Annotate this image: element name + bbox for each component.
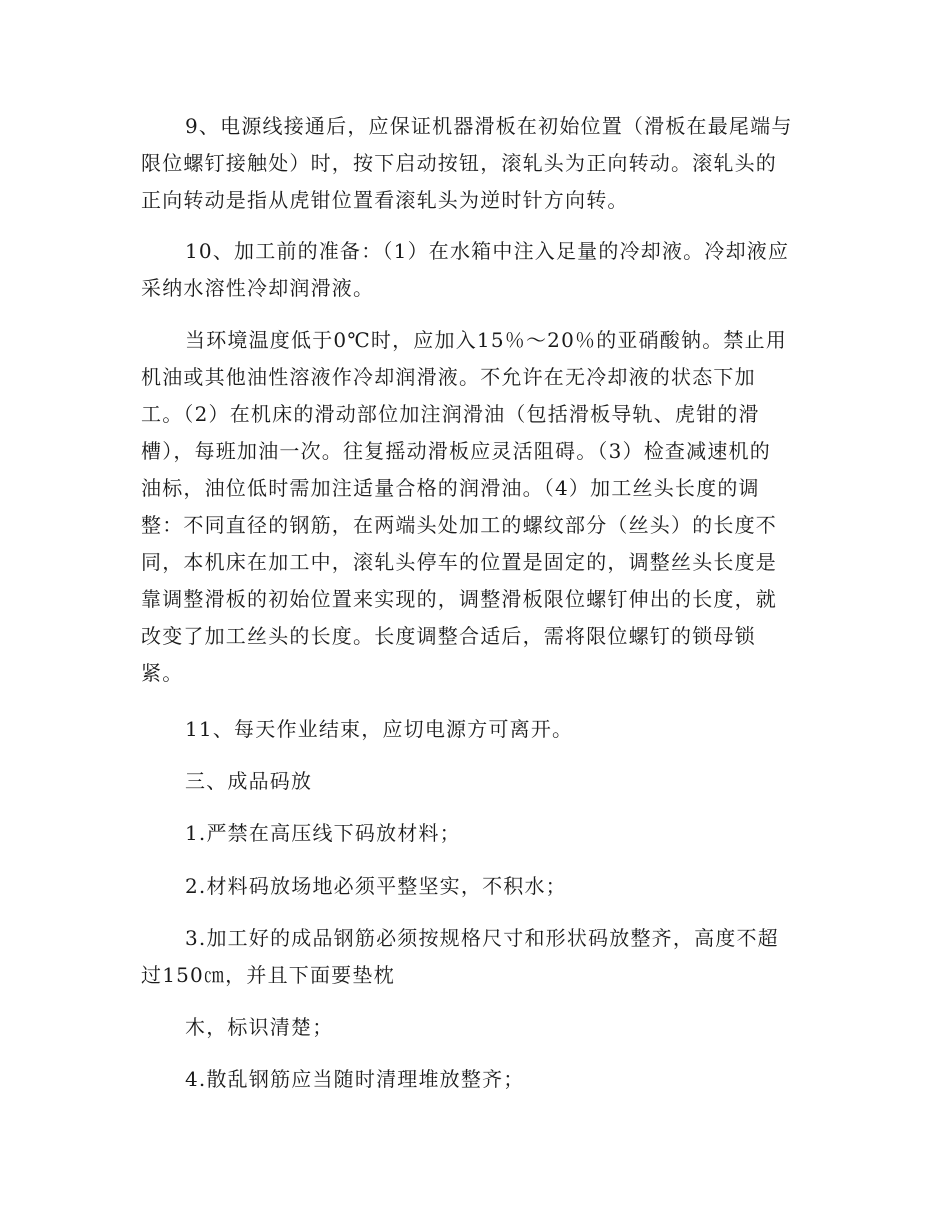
text-line: 过150㎝，并且下面要垫枕 — [141, 963, 395, 987]
text-line: 1.严禁在高压线下码放材料； — [185, 821, 461, 845]
section-heading-text: 三、成品码放 — [185, 769, 313, 793]
text-line: 紧。 — [141, 661, 184, 685]
text-line: 改变了加工丝头的长度。长度调整合适后，需将限位螺钉的锁母锁 — [141, 624, 756, 648]
text-line: 工。（2）在机床的滑动部位加注润滑油（包括滑板导轨、虎钳的滑 — [141, 402, 760, 426]
text-line: 同，本机床在加工中，滚轧头停车的位置是固定的，调整丝头长度是 — [141, 550, 777, 574]
section-heading — [141, 763, 813, 800]
text-line: 机油或其他油性溶液作冷却润滑液。不允许在无冷却液的状态下加 — [141, 365, 756, 389]
text-line: 2.材料码放场地必须平整坚实，不积水； — [185, 874, 567, 898]
text-line: 采纳水溶性冷却润滑液。 — [141, 276, 375, 300]
list-item — [141, 1061, 813, 1098]
list-item — [141, 868, 813, 905]
text-line: 槽），每班加油一次。往复摇动滑板应灵活阻碍。（3）检查减速机的 — [141, 439, 771, 463]
paragraph-item-9 — [141, 108, 813, 219]
paragraph-item-10 — [141, 233, 813, 307]
text-line: 木，标识清楚； — [185, 1015, 334, 1039]
paragraph-item-11 — [141, 711, 813, 748]
list-item-continuation — [141, 1009, 813, 1046]
paragraph-preparation-details — [141, 322, 813, 692]
text-line: 9、电源线接通后，应保证机器滑板在初始位置（滑板在最尾端与 — [185, 114, 793, 138]
text-line: 10、加工前的准备：（1）在水箱中注入足量的冷却液。冷却液应 — [185, 239, 790, 263]
text-line: 正向转动是指从虎钳位置看滚轧头为逆时针方向转。 — [141, 188, 629, 212]
list-item — [141, 920, 813, 994]
text-line: 整：不同直径的钢筋，在两端头处加工的螺纹部分（丝头）的长度不 — [141, 513, 777, 537]
text-line: 限位螺钉接触处）时，按下启动按钮，滚轧头为正向转动。滚轧头的 — [141, 151, 777, 175]
list-item — [141, 815, 813, 852]
text-line: 靠调整滑板的初始位置来实现的，调整滑板限位螺钉伸出的长度，就 — [141, 587, 777, 611]
text-line: 3.加工好的成品钢筋必须按规格尺寸和形状码放整齐，高度不超 — [185, 926, 779, 950]
text-line: 4.散乱钢筋应当随时清理堆放整齐； — [185, 1067, 525, 1091]
text-line: 当环境温度低于0℃时，应加入15％～20％的亚硝酸钠。禁止用 — [185, 328, 787, 352]
text-line: 11、每天作业结束，应切电源方可离开。 — [185, 717, 574, 741]
text-line: 油标，油位低时需加注适量合格的润滑油。（4）加工丝头长度的调 — [141, 476, 760, 500]
